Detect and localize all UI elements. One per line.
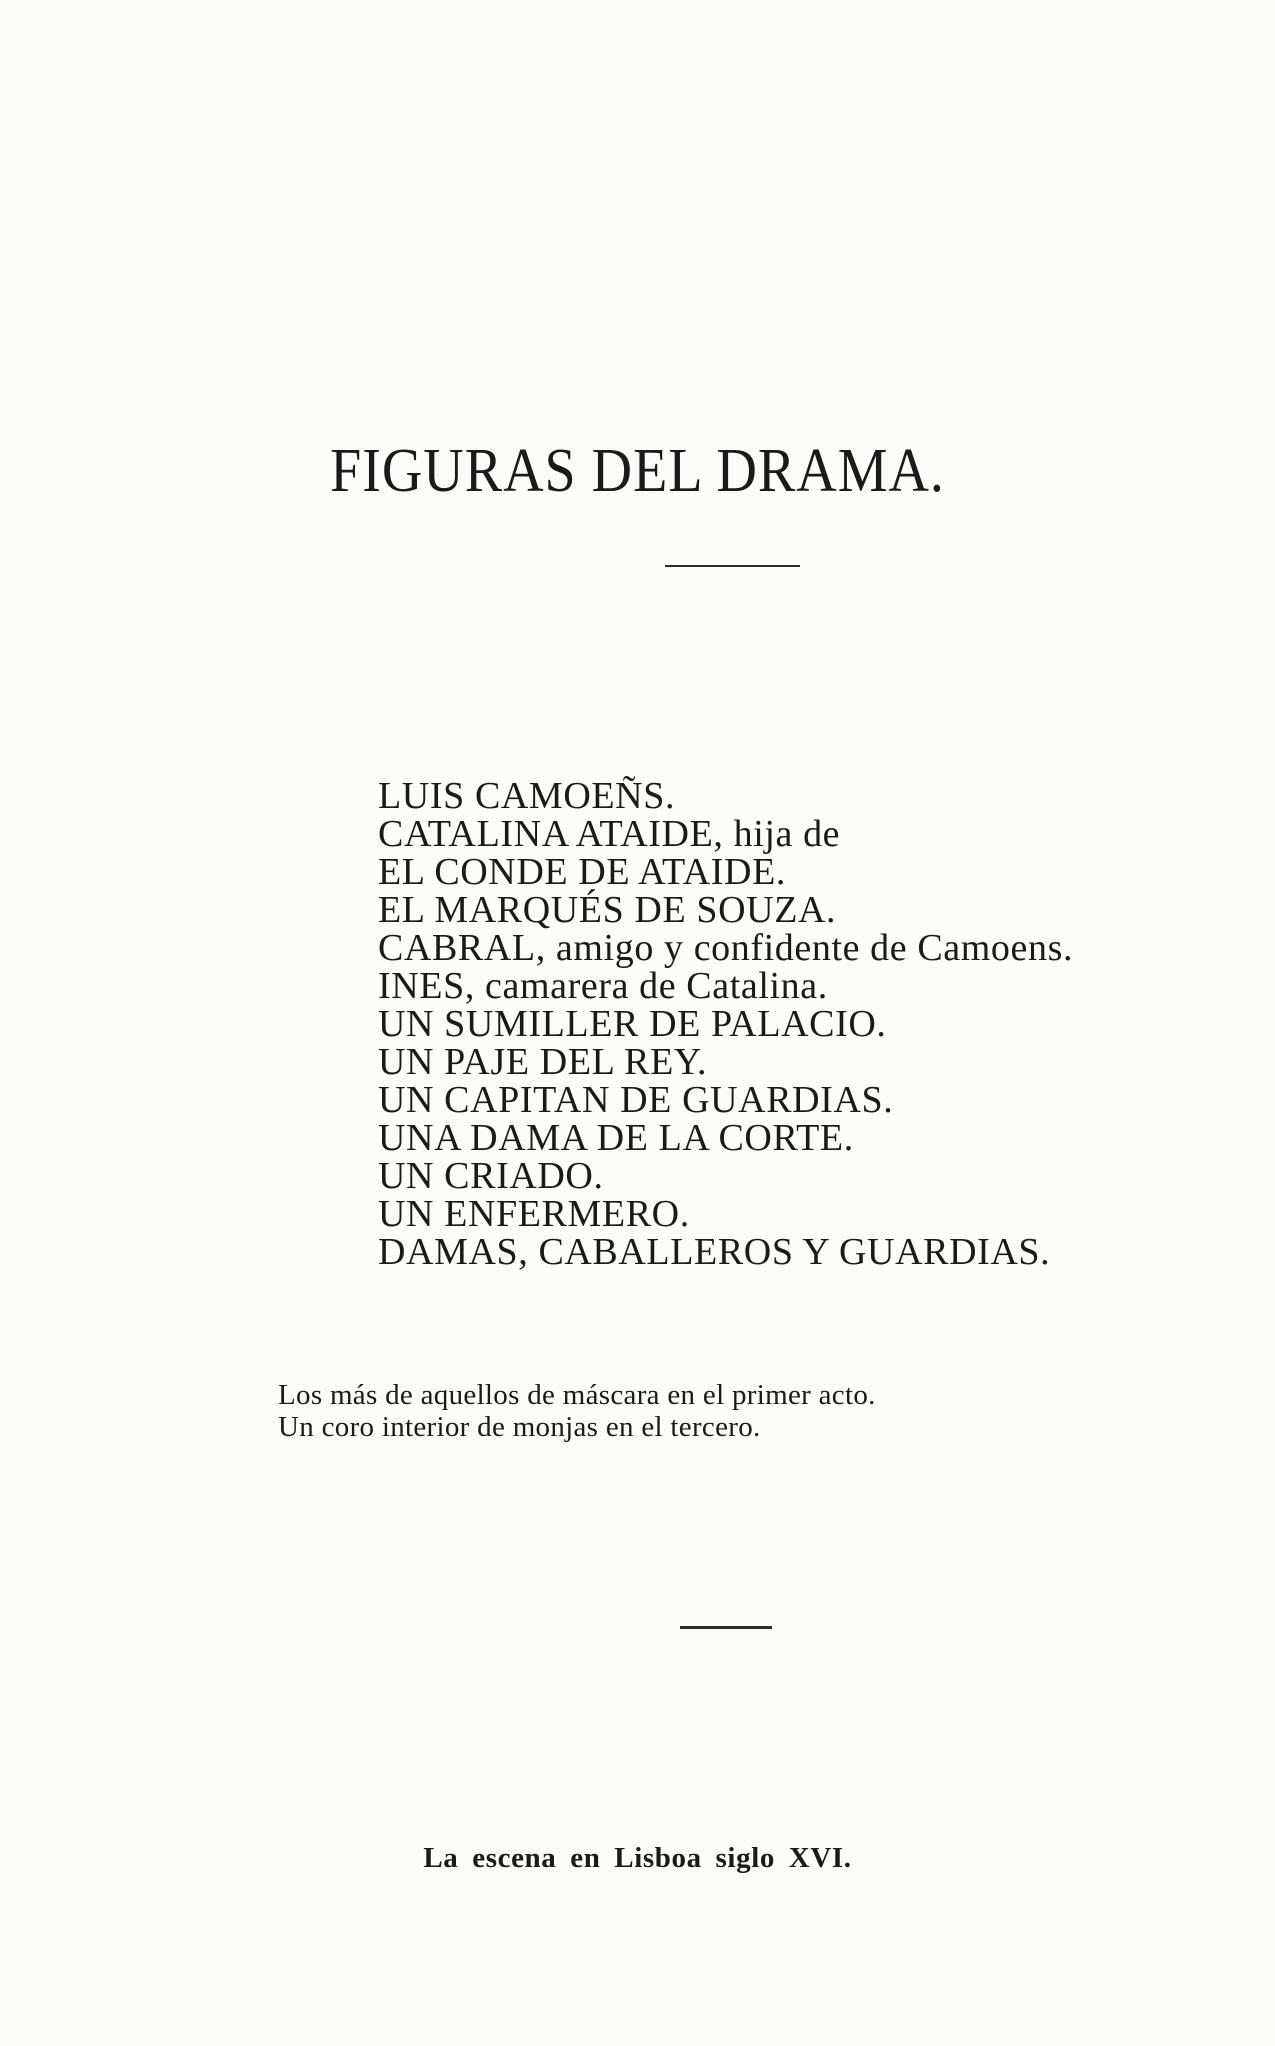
cast-list <box>378 777 1238 1271</box>
cast-note: Un coro interior de monjas en el tercero. <box>278 1411 761 1443</box>
cast-list-item: UN SUMILLER DE PALACIO. <box>378 1003 887 1045</box>
cast-list-item: UNA DAMA DE LA CORTE. <box>378 1117 854 1159</box>
title-divider <box>665 565 800 567</box>
cast-list-item: UN CRIADO. <box>378 1155 604 1197</box>
cast-list-item: EL CONDE DE ATAIDE. <box>378 851 787 893</box>
cast-list-item: UN PAJE DEL REY. <box>378 1041 708 1083</box>
cast-list-item: INES, camarera de Catalina. <box>378 965 828 1007</box>
cast-notes <box>278 1379 1178 1443</box>
cast-list-item: EL MARQUÉS DE SOUZA. <box>378 889 837 931</box>
cast-list-item: CATALINA ATAIDE, hija de <box>378 813 841 855</box>
section-divider <box>680 1626 772 1629</box>
cast-list-item: DAMAS, CABALLEROS Y GUARDIAS. <box>378 1231 1051 1273</box>
cast-list-item: LUIS CAMOEÑS. <box>378 775 676 817</box>
cast-list-item: UN ENFERMERO. <box>378 1193 690 1235</box>
page-title: FIGURAS DEL DRAMA. <box>330 436 945 506</box>
cast-note: Los más de aquellos de máscara en el primer acto. <box>278 1379 876 1411</box>
cast-list-item: UN CAPITAN DE GUARDIAS. <box>378 1079 894 1121</box>
setting-note: La escena en Lisboa siglo XVI. <box>423 1842 852 1874</box>
cast-list-item: CABRAL, amigo y confidente de Camoens. <box>378 927 1074 969</box>
